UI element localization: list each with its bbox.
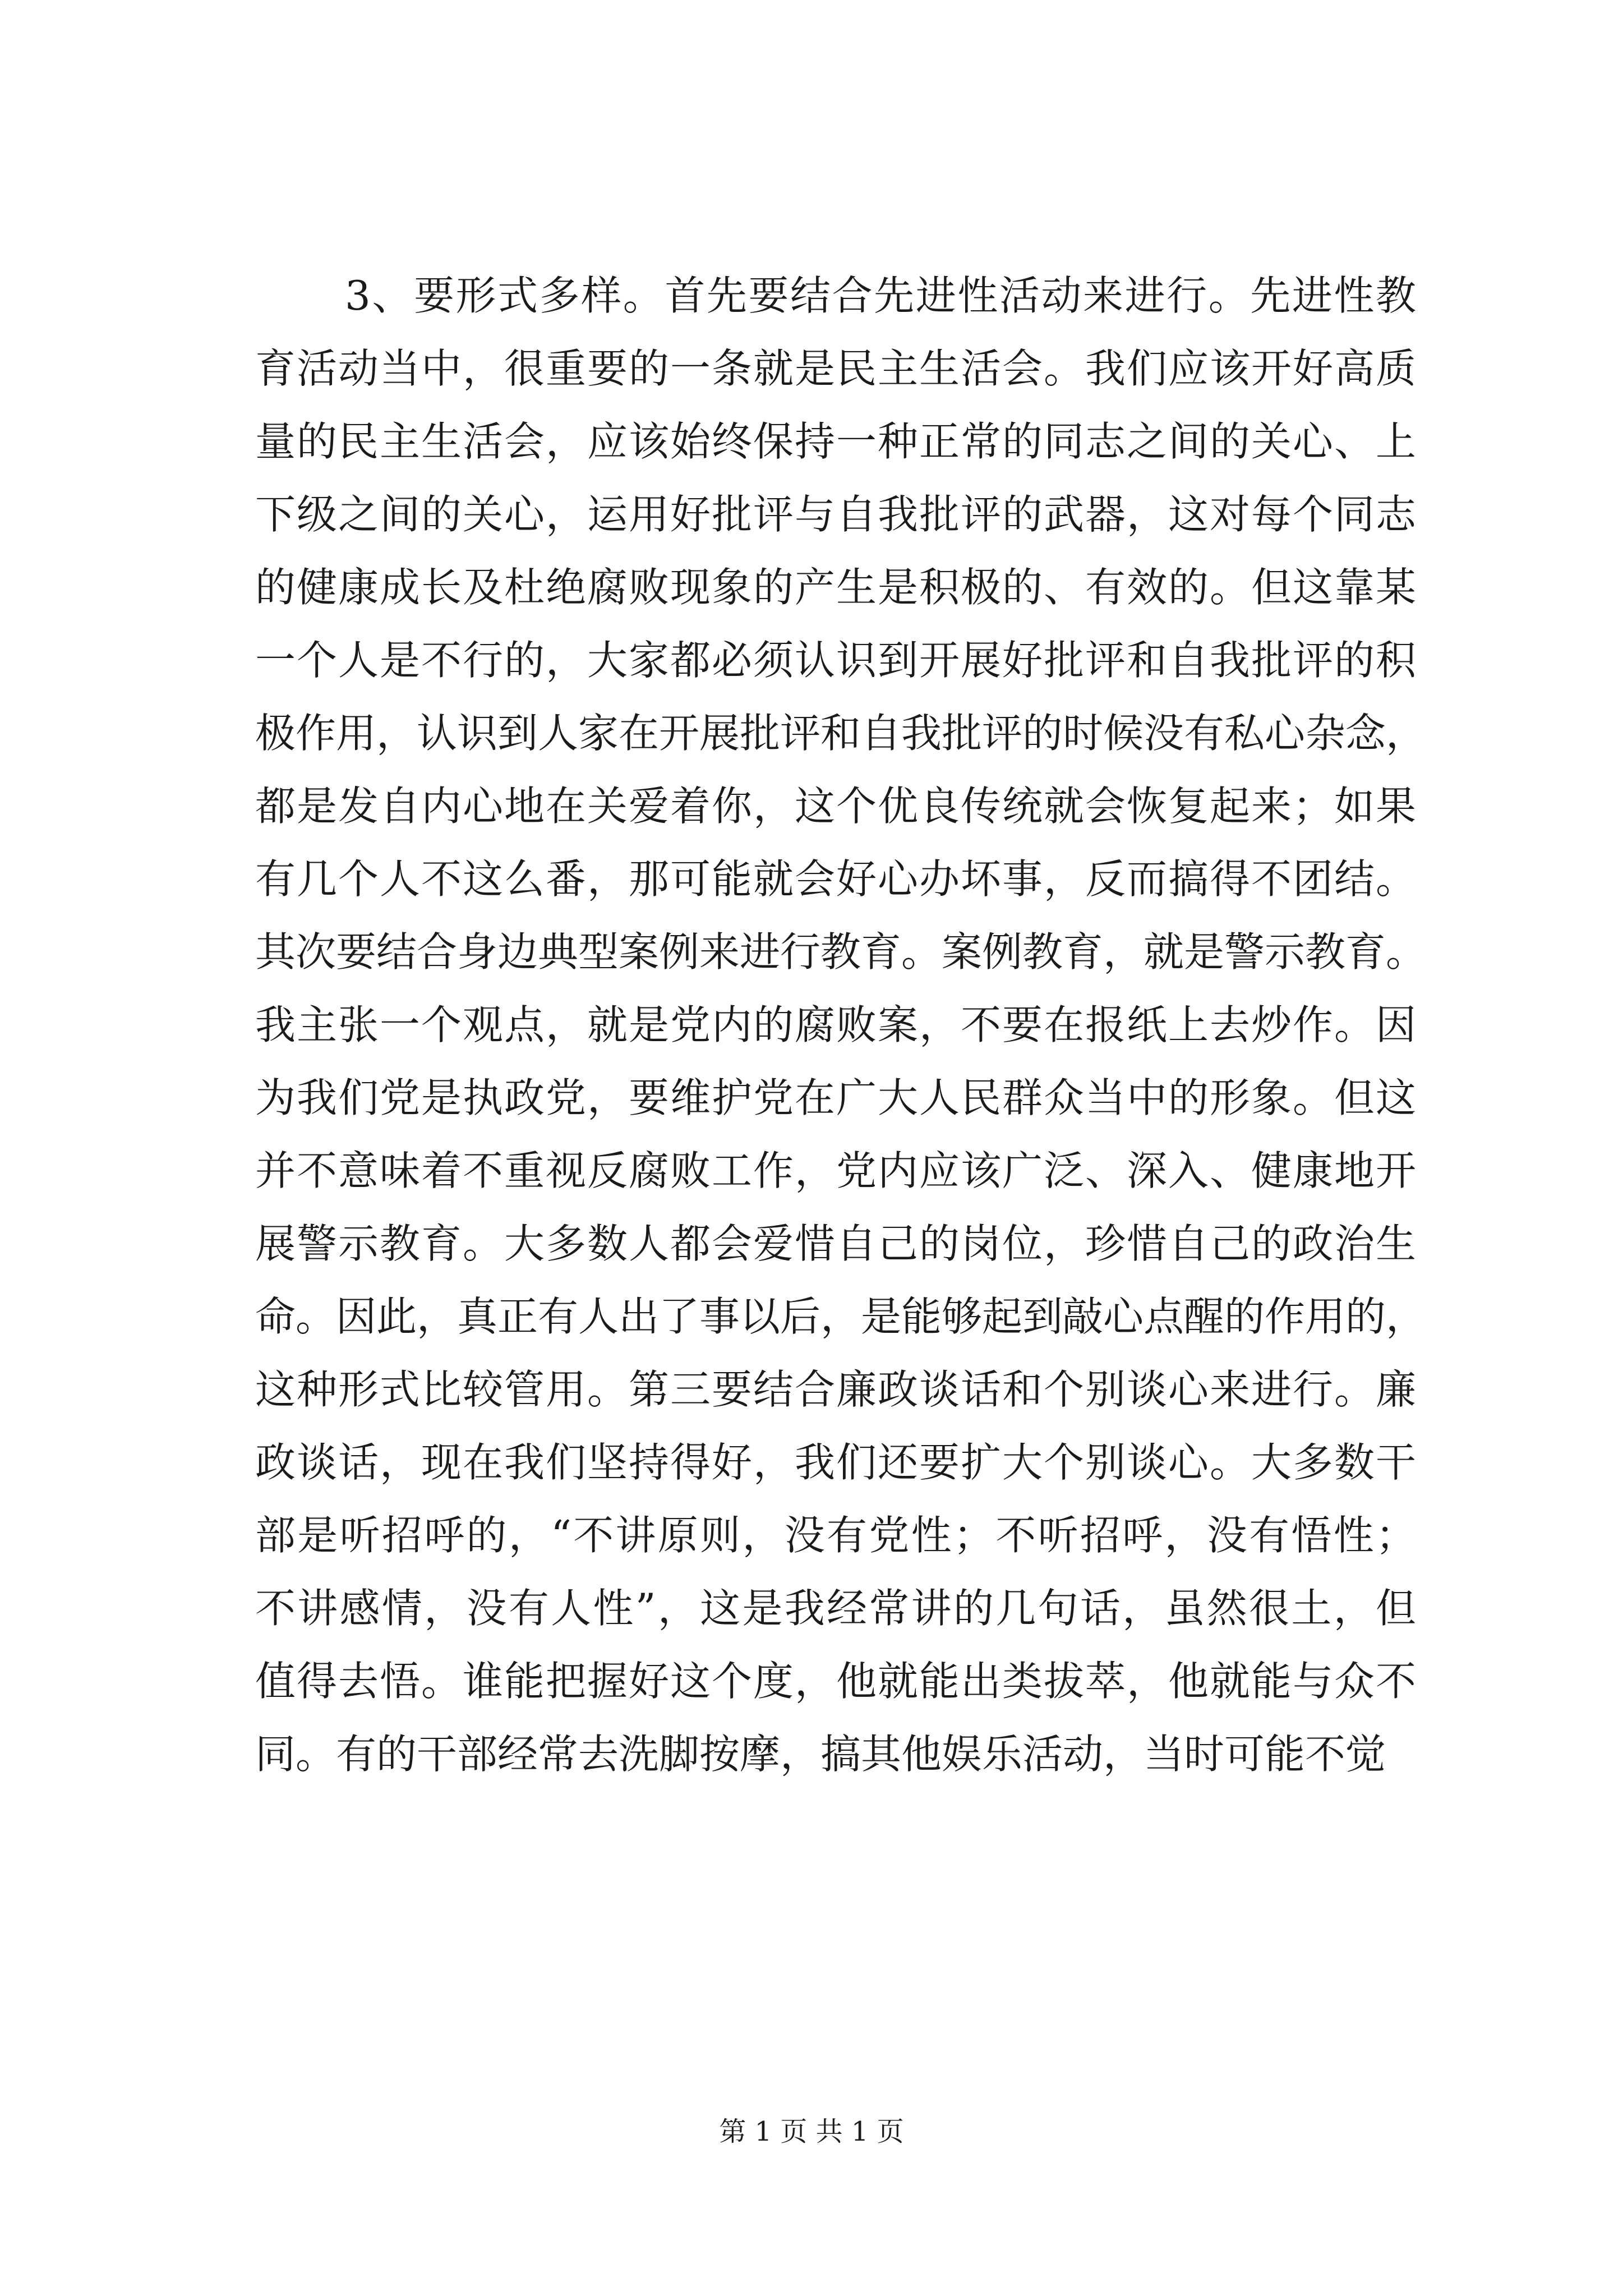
paragraph-line: 为我们党是执政党，要维护党在广大人民群众当中的形象。但这: [255, 1074, 1416, 1121]
paragraph-line: 同。有的干部经常去洗脚按摩，搞其他娱乐活动，当时可能不觉: [255, 1731, 1386, 1778]
paragraph-line: 我主张一个观点，就是党内的腐败案，不要在报纸上去炒作。因: [255, 1001, 1416, 1048]
page-number: 第 1 页 共 1 页: [719, 2116, 904, 2147]
paragraph-line: 都是发自内心地在关爱着你，这个优良传统就会恢复起来；如果: [255, 783, 1416, 830]
paragraph-line: 其次要结合身边典型案例来进行教育。案例教育，就是警示教育。: [255, 928, 1427, 976]
paragraph-line: 一个人是不行的，大家都必须认识到开展好批评和自我批评的积: [255, 637, 1416, 684]
paragraph-line: 部是听招呼的，“不讲原则，没有党性；不听招呼，没有悟性；: [255, 1512, 1416, 1559]
paragraph-line: 极作用，认识到人家在开展批评和自我批评的时候没有私心杂念，: [255, 710, 1427, 757]
paragraph-line: 政谈话，现在我们坚持得好，我们还要扩大个别谈心。大多数干: [255, 1439, 1416, 1486]
paragraph-line: 展警示教育。大多数人都会爱惜自己的岗位，珍惜自己的政治生: [255, 1220, 1416, 1267]
paragraph-line: 量的民主生活会，应该始终保持一种正常的同志之间的关心、上: [255, 418, 1416, 465]
page-footer: [0, 2115, 1623, 2148]
paragraph-line: 有几个人不这么番，那可能就会好心办坏事，反而搞得不团结。: [255, 855, 1416, 903]
paragraph-line: 育活动当中，很重要的一条就是民主生活会。我们应该开好高质: [255, 345, 1416, 392]
paragraph-line: 不讲感情，没有人性”，这是我经常讲的几句话，虽然很土，但: [255, 1585, 1416, 1632]
paragraph-line: 3、要形式多样。首先要结合先进性活动来进行。先进性教: [345, 272, 1416, 319]
paragraph-line: 并不意味着不重视反腐败工作，党内应该广泛、深入、健康地开: [255, 1147, 1416, 1194]
paragraph-line: 值得去悟。谁能把握好这个度，他就能出类拔萃，他就能与众不: [255, 1658, 1416, 1705]
paragraph-line: 下级之间的关心，运用好批评与自我批评的武器，这对每个同志: [255, 491, 1416, 538]
paragraph-line: 这种形式比较管用。第三要结合廉政谈话和个别谈心来进行。廉: [255, 1366, 1416, 1413]
paragraph-line: 的健康成长及杜绝腐败现象的产生是积极的、有效的。但这靠某: [255, 564, 1416, 611]
document-body: [255, 259, 1427, 1791]
paragraph-line: 命。因此，真正有人出了事以后，是能够起到敲心点醒的作用的，: [255, 1293, 1427, 1340]
